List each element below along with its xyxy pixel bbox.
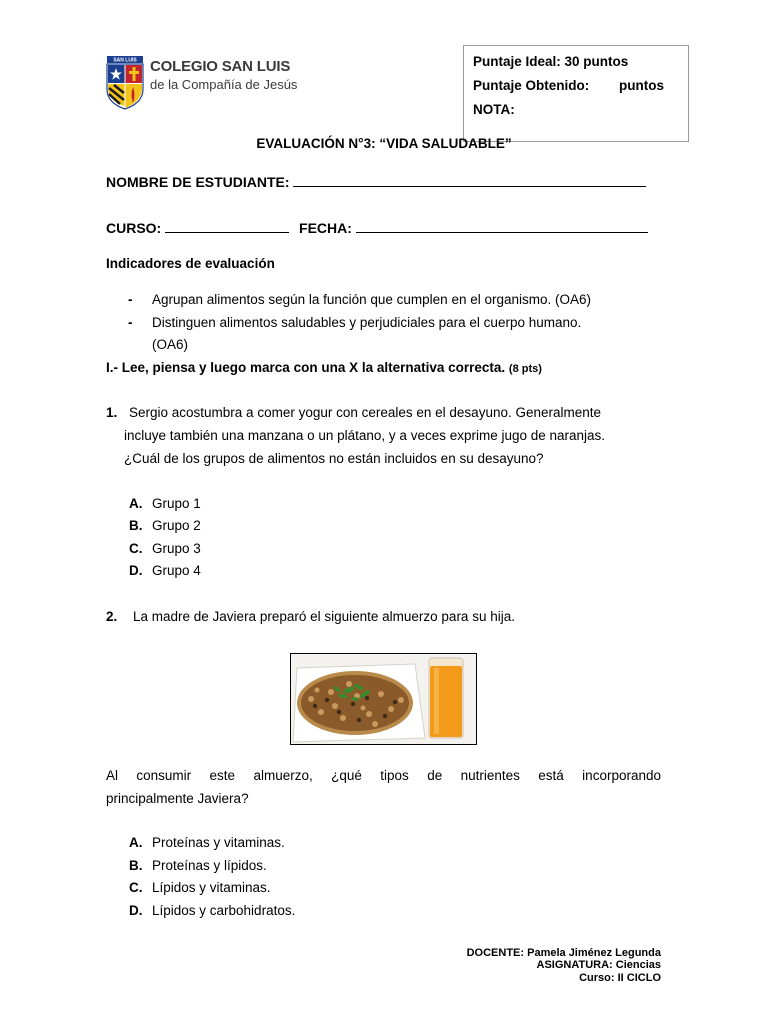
q2-option-text: Lípidos y vitaminas. — [152, 880, 271, 895]
school-subtitle: de la Compañía de Jesús — [150, 77, 298, 92]
footer-course: Curso: II CICLO — [579, 972, 661, 984]
q2-option-text: Proteínas y lípidos. — [152, 858, 267, 873]
indicator-bullet: - — [128, 292, 133, 307]
indicator-bullet: - — [128, 315, 133, 330]
q2-option-letter[interactable]: D. — [129, 903, 143, 918]
student-name-label: NOMBRE DE ESTUDIANTE: — [106, 174, 290, 190]
footer-subject: ASIGNATURA: Ciencias — [536, 959, 661, 971]
q1-option-text: Grupo 2 — [152, 518, 201, 533]
student-name-blank[interactable] — [293, 174, 646, 187]
indicator-item-2-cont: (OA6) — [152, 337, 189, 352]
section-instruction-text: I.- Lee, piensa y luego marca con una X la alternativa correcta. — [106, 360, 506, 375]
page-title-text: EVALUACIÓN N°3: “VIDA SALUDABLE” — [256, 136, 512, 151]
q2-option-letter[interactable]: B. — [129, 858, 143, 873]
indicator-item-1: Agrupan alimentos según la función que cumplen en el organismo. (OA6) — [152, 292, 592, 307]
course-date-row — [106, 220, 648, 236]
q2-option-text: Lípidos y carbohidratos. — [152, 903, 296, 918]
question-2-prompt-line-2: principalmente Javiera? — [106, 791, 249, 806]
student-name-row — [106, 174, 646, 190]
q2-option-text: Proteínas y vitaminas. — [152, 835, 285, 850]
indicator-item-2: Distinguen alimentos saludables y perjudiciales para el cuerpo humano. — [152, 315, 582, 330]
q1-option-letter[interactable]: D. — [129, 563, 143, 578]
q1-option-letter[interactable]: B. — [129, 518, 143, 533]
question-2-prompt-line-1: Al consumir este almuerzo, ¿qué tipos de nutrientes está incorporando — [106, 768, 661, 783]
obtained-score-label: Puntaje Obtenido: — [473, 78, 590, 93]
badge-text: SAN LUIS — [113, 57, 137, 64]
question-1-line-3: ¿Cuál de los grupos de alimentos no están incluidos en su desayuno? — [124, 451, 544, 466]
ideal-score: Puntaje Ideal: 30 puntos — [473, 54, 629, 69]
date-blank[interactable] — [356, 220, 648, 233]
lentil-plate-and-juice-icon — [291, 654, 477, 745]
score-box — [463, 45, 689, 142]
q1-option-letter[interactable]: C. — [129, 541, 143, 556]
grade-label: NOTA: — [473, 102, 515, 117]
school-shield-icon — [106, 55, 150, 110]
question-2-line-1: La madre de Javiera preparó el siguiente almuerzo para su hija. — [133, 609, 515, 624]
course-label: CURSO: — [106, 220, 162, 236]
course-blank[interactable] — [165, 220, 289, 233]
section-instruction — [106, 360, 542, 375]
lunch-image — [290, 653, 477, 745]
q1-option-letter[interactable]: A. — [129, 496, 143, 511]
obtained-score-unit: puntos — [619, 78, 664, 93]
q1-option-text: Grupo 4 — [152, 563, 201, 578]
question-1-line-2: incluye también una manzana o un plátano, y a veces exprime jugo de naranjas. — [124, 428, 606, 443]
footer-teacher: DOCENTE: Pamela Jiménez Legunda — [466, 947, 661, 959]
q1-option-text: Grupo 1 — [152, 496, 201, 511]
school-name: COLEGIO SAN LUIS — [150, 58, 291, 75]
q1-option-text: Grupo 3 — [152, 541, 201, 556]
question-1-number: 1. — [106, 405, 118, 420]
date-label: FECHA: — [299, 220, 352, 236]
q2-option-letter[interactable]: A. — [129, 835, 143, 850]
question-2-number: 2. — [106, 609, 118, 624]
q2-option-letter[interactable]: C. — [129, 880, 143, 895]
section-points: (8 pts) — [508, 363, 542, 375]
page-title — [0, 136, 768, 151]
indicators-heading: Indicadores de evaluación — [106, 256, 275, 271]
question-1-line-1: Sergio acostumbra a comer yogur con cereales en el desayuno. Generalmente — [129, 405, 602, 420]
